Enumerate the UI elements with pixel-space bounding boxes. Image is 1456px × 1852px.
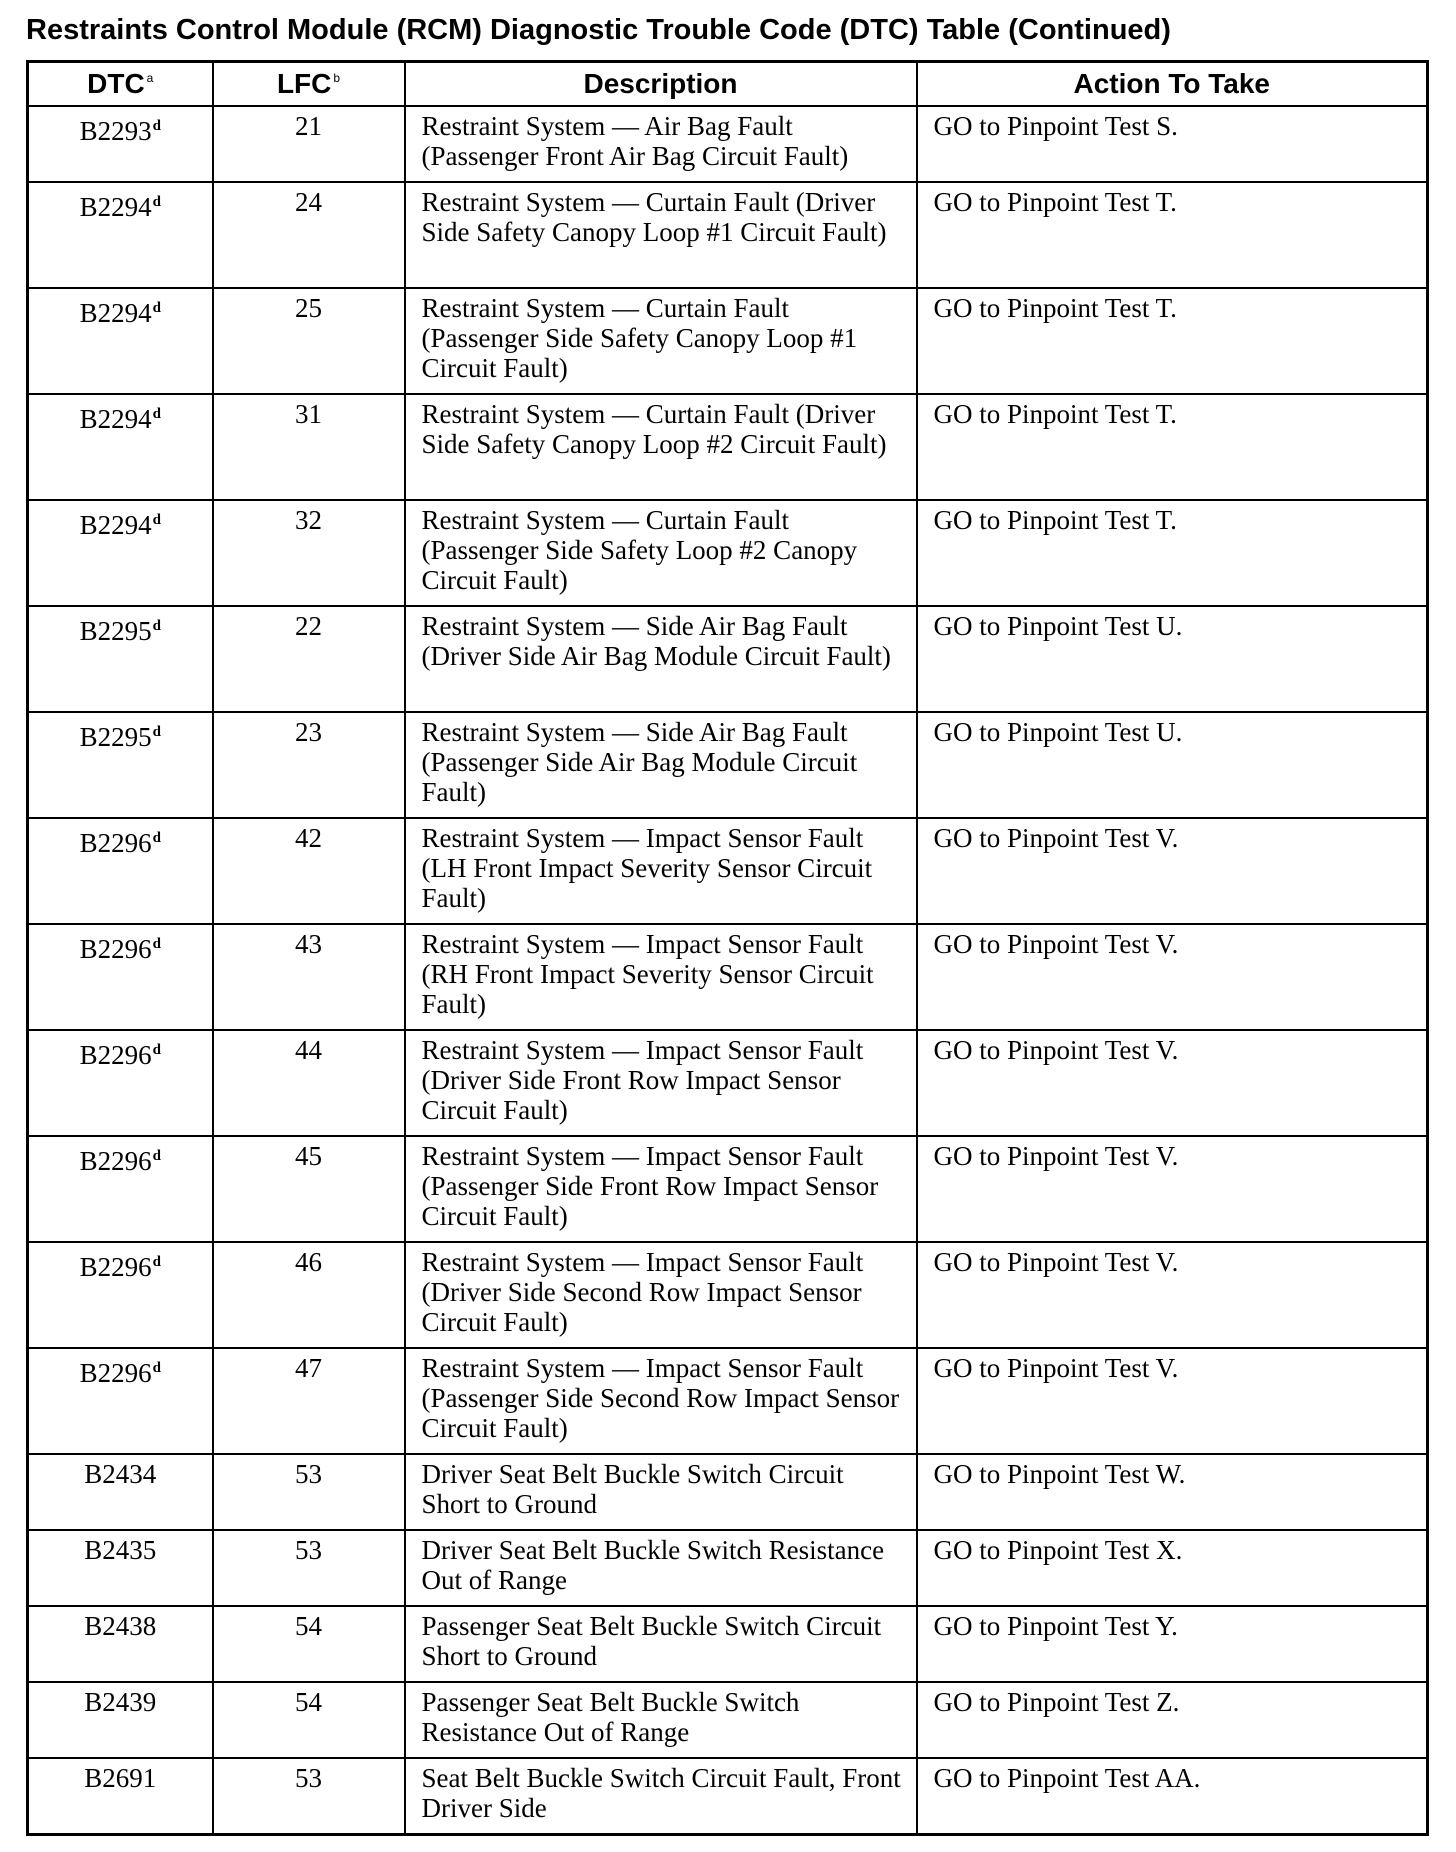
dtc-code: B2295	[79, 722, 152, 752]
header-action: Action To Take	[917, 62, 1428, 107]
dtc-cell	[28, 924, 213, 1030]
description-cell: Restraint System — Curtain Fault (Driver Side Safety Canopy Loop #2 Circuit Fault)	[405, 394, 917, 500]
dtc-cell	[28, 1682, 213, 1758]
page-title: Restraints Control Module (RCM) Diagnostic Trouble Code (DTC) Table (Continued)	[26, 14, 1171, 46]
description-cell: Restraint System — Curtain Fault (Passenger Side Safety Loop #2 Canopy Circuit Fault)	[405, 500, 917, 606]
description-cell: Restraint System — Curtain Fault (Driver Side Safety Canopy Loop #1 Circuit Fault)	[405, 182, 917, 288]
lfc-cell: 31	[213, 394, 405, 500]
footnote-marker: d	[152, 118, 161, 134]
header-lfc	[213, 62, 405, 107]
dtc-code: B2296	[79, 1252, 152, 1282]
action-cell: GO to Pinpoint Test V.	[917, 924, 1428, 1030]
action-cell: GO to Pinpoint Test X.	[917, 1530, 1428, 1606]
dtc-cell	[28, 1530, 213, 1606]
dtc-table	[26, 60, 1429, 1836]
description-cell: Restraint System — Impact Sensor Fault (Passenger Side Second Row Impact Sensor Circuit Fault)	[405, 1348, 917, 1454]
table-row	[28, 924, 1428, 1030]
footnote-marker: d	[152, 830, 161, 846]
dtc-cell	[28, 712, 213, 818]
dtc-cell	[28, 818, 213, 924]
action-cell: GO to Pinpoint Test U.	[917, 712, 1428, 818]
action-cell: GO to Pinpoint Test AA.	[917, 1758, 1428, 1835]
footnote-marker: d	[152, 1148, 161, 1164]
dtc-code: B2294	[79, 404, 152, 434]
dtc-code: B2293	[79, 116, 152, 146]
dtc-code: B2294	[79, 510, 152, 540]
table-row	[28, 818, 1428, 924]
action-cell: GO to Pinpoint Test V.	[917, 818, 1428, 924]
action-cell: GO to Pinpoint Test Z.	[917, 1682, 1428, 1758]
dtc-cell	[28, 1136, 213, 1242]
description-cell: Restraint System — Impact Sensor Fault (Driver Side Front Row Impact Sensor Circuit Fault)	[405, 1030, 917, 1136]
dtc-code: B2296	[79, 828, 152, 858]
lfc-cell: 54	[213, 1682, 405, 1758]
table-row	[28, 1530, 1428, 1606]
description-cell: Restraint System — Curtain Fault (Passenger Side Safety Canopy Loop #1 Circuit Fault)	[405, 288, 917, 394]
action-cell: GO to Pinpoint Test S.	[917, 106, 1428, 182]
description-cell: Driver Seat Belt Buckle Switch Circuit Short to Ground	[405, 1454, 917, 1530]
action-cell: GO to Pinpoint Test V.	[917, 1348, 1428, 1454]
table-row	[28, 1758, 1428, 1835]
lfc-cell: 43	[213, 924, 405, 1030]
lfc-cell: 32	[213, 500, 405, 606]
lfc-cell: 54	[213, 1606, 405, 1682]
description-cell: Seat Belt Buckle Switch Circuit Fault, Front Driver Side	[405, 1758, 917, 1835]
footnote-marker: d	[152, 512, 161, 528]
footnote-marker: d	[152, 724, 161, 740]
action-cell: GO to Pinpoint Test T.	[917, 394, 1428, 500]
table-row	[28, 712, 1428, 818]
table-row	[28, 1136, 1428, 1242]
dtc-cell	[28, 1758, 213, 1835]
lfc-cell: 22	[213, 606, 405, 712]
description-cell: Driver Seat Belt Buckle Switch Resistance Out of Range	[405, 1530, 917, 1606]
description-cell: Restraint System — Impact Sensor Fault (Passenger Side Front Row Impact Sensor Circuit Fault)	[405, 1136, 917, 1242]
table-row	[28, 106, 1428, 182]
description-cell: Restraint System — Impact Sensor Fault (Driver Side Second Row Impact Sensor Circuit Fault)	[405, 1242, 917, 1348]
action-cell: GO to Pinpoint Test T.	[917, 288, 1428, 394]
action-cell: GO to Pinpoint Test V.	[917, 1136, 1428, 1242]
dtc-cell	[28, 182, 213, 288]
header-lfc-label: LFC	[276, 68, 332, 99]
footnote-marker: d	[152, 406, 161, 422]
table-row	[28, 1606, 1428, 1682]
dtc-cell	[28, 1606, 213, 1682]
dtc-code: B2434	[84, 1459, 157, 1489]
dtc-cell	[28, 288, 213, 394]
dtc-code: B2439	[84, 1687, 157, 1717]
description-cell: Passenger Seat Belt Buckle Switch Resistance Out of Range	[405, 1682, 917, 1758]
table-row	[28, 1454, 1428, 1530]
table-row	[28, 1682, 1428, 1758]
action-cell: GO to Pinpoint Test V.	[917, 1242, 1428, 1348]
action-cell: GO to Pinpoint Test W.	[917, 1454, 1428, 1530]
description-cell: Restraint System — Impact Sensor Fault (LH Front Impact Severity Sensor Circuit Fault)	[405, 818, 917, 924]
table-row	[28, 288, 1428, 394]
dtc-cell	[28, 1348, 213, 1454]
lfc-cell: 24	[213, 182, 405, 288]
action-cell: GO to Pinpoint Test Y.	[917, 1606, 1428, 1682]
dtc-code: B2435	[84, 1535, 157, 1565]
footnote-marker: d	[152, 1360, 161, 1376]
lfc-cell: 46	[213, 1242, 405, 1348]
action-cell: GO to Pinpoint Test T.	[917, 500, 1428, 606]
table-row	[28, 500, 1428, 606]
table-row	[28, 394, 1428, 500]
table-row	[28, 182, 1428, 288]
footnote-marker: d	[152, 300, 161, 316]
table-row	[28, 1242, 1428, 1348]
dtc-code: B2438	[84, 1611, 157, 1641]
footnote-marker: d	[152, 618, 161, 634]
dtc-code: B2295	[79, 616, 152, 646]
lfc-cell: 53	[213, 1454, 405, 1530]
lfc-cell: 53	[213, 1758, 405, 1835]
footnote-marker: d	[152, 194, 161, 210]
dtc-code: B2691	[84, 1763, 157, 1793]
dtc-cell	[28, 1030, 213, 1136]
header-description: Description	[405, 62, 917, 107]
dtc-cell	[28, 1242, 213, 1348]
dtc-cell	[28, 394, 213, 500]
lfc-cell: 42	[213, 818, 405, 924]
header-dtc	[28, 62, 213, 107]
action-cell: GO to Pinpoint Test V.	[917, 1030, 1428, 1136]
footnote-marker: a	[146, 71, 154, 85]
lfc-cell: 25	[213, 288, 405, 394]
dtc-cell	[28, 1454, 213, 1530]
dtc-code: B2296	[79, 1358, 152, 1388]
dtc-code: B2294	[79, 192, 152, 222]
table-row	[28, 606, 1428, 712]
description-cell: Restraint System — Impact Sensor Fault (RH Front Impact Severity Sensor Circuit Fault)	[405, 924, 917, 1030]
dtc-cell	[28, 606, 213, 712]
description-cell: Restraint System — Side Air Bag Fault (Passenger Side Air Bag Module Circuit Fault)	[405, 712, 917, 818]
description-cell: Passenger Seat Belt Buckle Switch Circuit Short to Ground	[405, 1606, 917, 1682]
dtc-cell	[28, 106, 213, 182]
footnote-marker: d	[152, 1254, 161, 1270]
dtc-cell	[28, 500, 213, 606]
action-cell: GO to Pinpoint Test T.	[917, 182, 1428, 288]
dtc-code: B2296	[79, 1146, 152, 1176]
header-dtc-label: DTC	[87, 68, 145, 99]
footnote-marker: b	[333, 71, 341, 85]
lfc-cell: 44	[213, 1030, 405, 1136]
table-header-row	[28, 62, 1428, 107]
dtc-code: B2296	[79, 1040, 152, 1070]
lfc-cell: 21	[213, 106, 405, 182]
table-row	[28, 1030, 1428, 1136]
table-row	[28, 1348, 1428, 1454]
lfc-cell: 23	[213, 712, 405, 818]
dtc-code: B2296	[79, 934, 152, 964]
description-cell: Restraint System — Air Bag Fault (Passenger Front Air Bag Circuit Fault)	[405, 106, 917, 182]
footnote-marker: d	[152, 936, 161, 952]
action-cell: GO to Pinpoint Test U.	[917, 606, 1428, 712]
lfc-cell: 47	[213, 1348, 405, 1454]
dtc-code: B2294	[79, 298, 152, 328]
description-cell: Restraint System — Side Air Bag Fault (Driver Side Air Bag Module Circuit Fault)	[405, 606, 917, 712]
footnote-marker: d	[152, 1042, 161, 1058]
lfc-cell: 53	[213, 1530, 405, 1606]
lfc-cell: 45	[213, 1136, 405, 1242]
